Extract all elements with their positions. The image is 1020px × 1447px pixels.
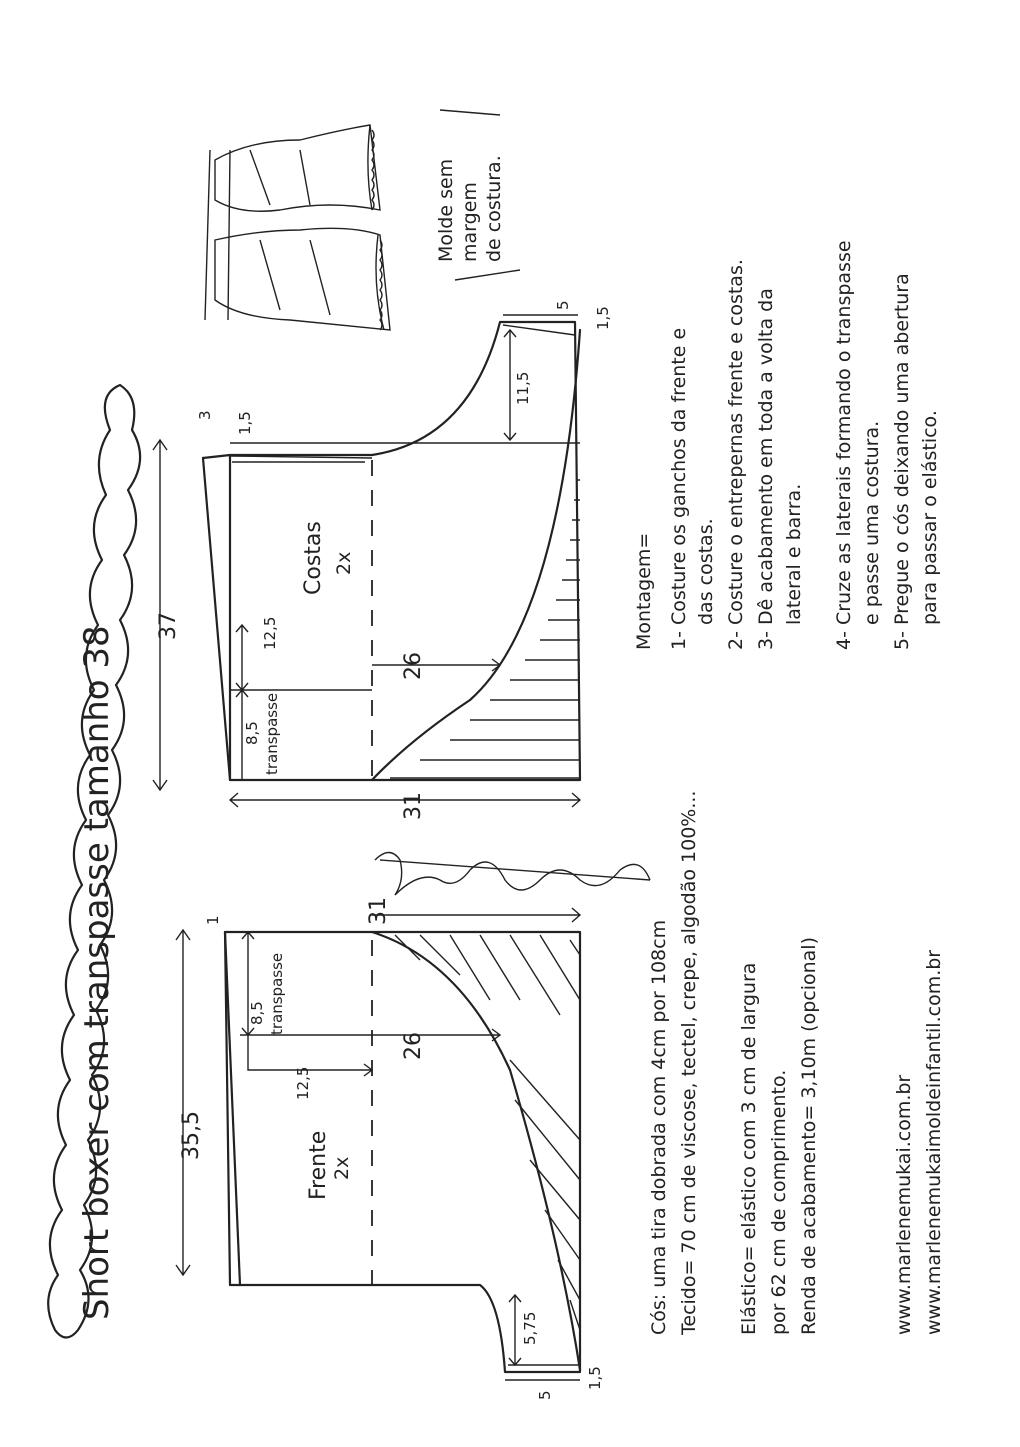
back-total-length: 37: [156, 612, 181, 640]
assembly-step: 2- Costure o entrepernas frente e costas.: [725, 259, 747, 650]
front-overlap: 8,5: [248, 1001, 266, 1025]
note-line-1: Molde sem: [435, 158, 457, 262]
assembly-step: 1- Costure os ganchos da frente e: [668, 327, 690, 650]
note-line-2: margem: [459, 182, 481, 262]
back-crotch-curve: [372, 330, 580, 780]
back-label: Costas: [301, 521, 326, 595]
front-pattern-piece: [176, 908, 580, 1380]
assembly-step: 3- Dê acabamento em toda a volta da: [755, 288, 777, 650]
front-overlap-label: transpasse: [268, 952, 286, 1035]
materials-elastic-2: por 62 cm de comprimento.: [768, 1069, 790, 1335]
assembly-step: 4- Cruze as laterais formando o transpasse: [833, 240, 855, 650]
assembly-step: das costas.: [695, 518, 717, 625]
front-waist: 31: [366, 897, 391, 925]
website-link: www.marlenemukaimoldeinfantil.com.br: [923, 949, 945, 1335]
front-rise: 12,5: [294, 1066, 312, 1100]
assembly-step: para passar o elástico.: [919, 410, 941, 625]
back-width: 31: [401, 792, 426, 820]
back-crotch-depth: 26: [401, 652, 426, 680]
back-leg-curve: 11,5: [514, 371, 532, 405]
materials-elastic-1: Elástico= elástico com 3 cm de largura: [738, 962, 760, 1335]
back-waist-step: 1,5: [236, 411, 254, 435]
assembly-step: e passe uma costura.: [861, 420, 883, 625]
assembly-section: [633, 240, 941, 650]
front-count: 2x: [331, 1156, 353, 1180]
front-hem-step: 1,5: [586, 1366, 604, 1390]
materials-fabric: Tecido= 70 cm de viscose, tectel, crepe, algodão 100%...: [678, 790, 700, 1335]
back-waist-line: [203, 458, 230, 780]
front-total-length: 35,5: [179, 1111, 204, 1160]
back-waist-raise: 3: [196, 410, 214, 420]
back-overlap-label: transpasse: [263, 692, 281, 775]
materials-section: [648, 791, 820, 1336]
materials-waistband: Cós: uma tira dobrada com 4cm por 108cm: [648, 919, 670, 1335]
assembly-step: lateral e barra.: [783, 483, 805, 625]
back-overlap: 8,5: [243, 721, 261, 745]
website-link: www.marlenemukai.com.br: [893, 1074, 915, 1335]
front-hatching: [395, 935, 580, 1365]
front-label: Frente: [306, 1130, 331, 1200]
pattern-title: Short boxer com transpasse tamanho 38: [77, 625, 117, 1320]
front-leg-curve: 5,75: [521, 1311, 539, 1345]
back-count: 2x: [333, 551, 355, 575]
note-line-3: de costura.: [483, 155, 505, 262]
front-crotch-depth: 26: [401, 1032, 426, 1060]
signature-mark: [375, 853, 650, 896]
front-hem-width: 5: [536, 1390, 554, 1400]
back-hem-width: 5: [554, 300, 572, 310]
materials-lace: Renda de acabamento= 3,10m (opcional): [798, 937, 820, 1335]
websites: [893, 950, 945, 1335]
shorts-sketch: [205, 125, 390, 330]
seam-allowance-note: [435, 110, 520, 280]
front-waist-raise: 1: [204, 915, 222, 925]
back-hem-step: 1,5: [594, 306, 612, 330]
assembly-step: 5- Pregue o cós deixando uma abertura: [891, 273, 913, 650]
back-rise: 12,5: [261, 616, 279, 650]
assembly-heading: Montagem=: [633, 532, 655, 650]
